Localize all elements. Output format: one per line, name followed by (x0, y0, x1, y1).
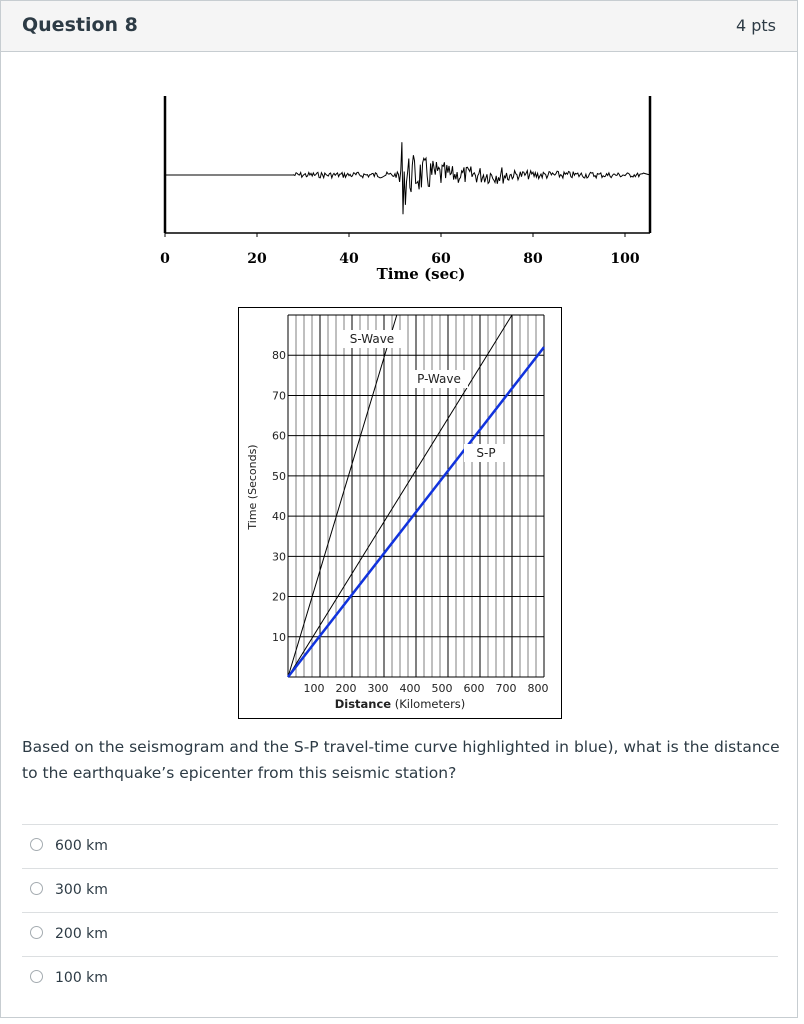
question-points: 4 pts (735, 16, 776, 35)
radio-button[interactable] (30, 882, 43, 895)
x-tick-label: 300 (367, 682, 389, 695)
x-tick-label: 400 (399, 682, 421, 695)
y-tick-label: 30 (272, 550, 286, 564)
x-tick-label: 200 (335, 682, 357, 695)
curve-label-s_wave: S-Wave (349, 332, 395, 346)
x-tick-label: 600 (463, 682, 485, 695)
x-tick-label: 700 (495, 682, 517, 695)
x-tick-label: 500 (431, 682, 453, 695)
seismogram-xlabel: Time (sec) (376, 265, 466, 283)
answer-label[interactable]: 100 km (55, 970, 108, 986)
seismogram-tick-label: 40 (339, 251, 359, 267)
answer-label[interactable]: 200 km (55, 926, 108, 942)
answer-option-600km[interactable] (22, 824, 778, 868)
radio-button[interactable] (30, 926, 43, 939)
answer-option-100km[interactable] (22, 956, 778, 1000)
answer-option-200km[interactable] (22, 912, 778, 956)
graph-xlabel: Distance (Kilometers) (334, 697, 466, 711)
y-tick-label: 20 (272, 590, 286, 604)
curve-label-s_p: S-P (476, 446, 496, 460)
x-tick-label: 100 (303, 682, 325, 695)
seismogram-tick-label: 60 (431, 251, 451, 267)
radio-button[interactable] (30, 970, 43, 983)
y-tick-label: 80 (272, 349, 286, 363)
seismogram-tick-label: 100 (610, 251, 640, 267)
seismogram-tick-label: 0 (160, 251, 170, 267)
answer-label[interactable]: 600 km (55, 838, 108, 854)
question-text: Based on the seismogram and the S-P travel-time curve highlighted in blue), what is the distance to the earthquake’s epicenter from this seismic station? (22, 738, 780, 782)
y-tick-label: 70 (272, 389, 286, 403)
curve-label-p_wave: P-Wave (417, 372, 461, 386)
y-tick-label: 50 (272, 469, 286, 483)
y-tick-label: 40 (272, 510, 286, 524)
travel-time-graph (238, 307, 562, 719)
seismogram-tick-label: 80 (523, 251, 543, 267)
graph-ylabel: Time (Seconds) (246, 444, 259, 530)
seismogram-tick-label: 20 (247, 251, 267, 267)
y-tick-label: 60 (272, 429, 286, 443)
y-tick-label: 10 (272, 630, 286, 644)
seismogram-image (141, 93, 671, 293)
answer-option-300km[interactable] (22, 868, 778, 912)
question-title: Question 8 (22, 14, 138, 36)
answer-list (22, 824, 778, 1000)
answer-label[interactable]: 300 km (55, 882, 108, 898)
radio-button[interactable] (30, 838, 43, 851)
question-header (1, 1, 797, 52)
x-tick-label: 800 (527, 682, 549, 695)
